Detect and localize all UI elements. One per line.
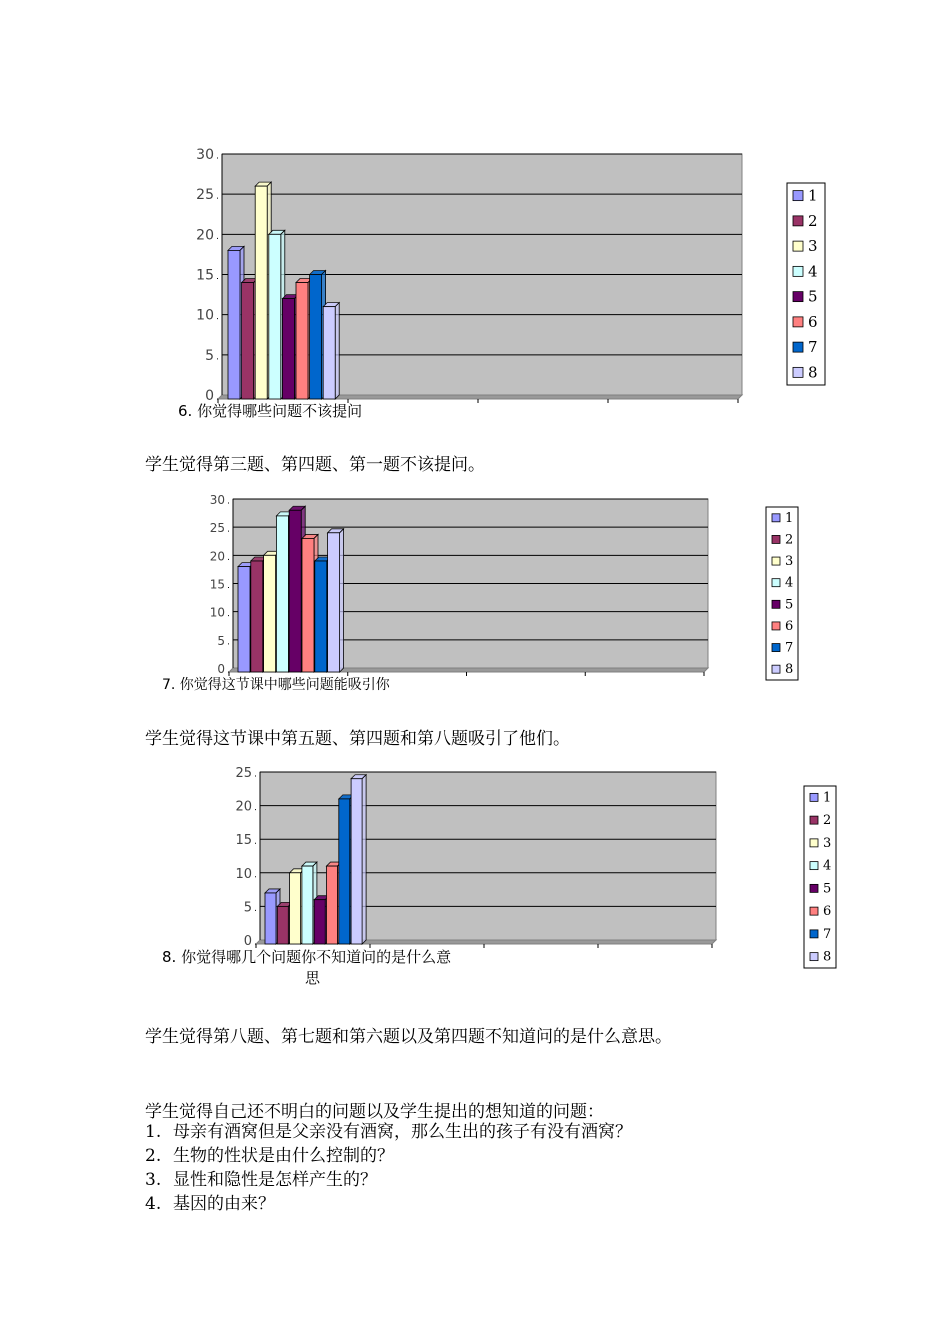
legend-label-6: 6 [823,904,832,920]
legend-label-2: 2 [785,532,794,548]
y-tick-label: 15 [209,577,225,592]
legend-label-7: 7 [785,640,794,656]
legend-label-1: 1 [808,186,818,205]
legend-swatch-4 [793,266,803,276]
question-list [145,1120,632,1216]
list-text: 母亲有酒窝但是父亲没有酒窝，那么生出的孩子有没有酒窝？ [173,1122,632,1142]
legend-swatch-2 [793,216,803,226]
bar-8 [328,529,344,672]
legend-swatch-7 [793,342,803,352]
chart-6-svg [170,140,840,420]
y-tick-label: 30 [196,147,214,163]
list-number: 4. [145,1194,162,1214]
paragraph-4: 学生觉得自己还不明白的问题以及学生提出的想知道的问题： [145,1102,604,1122]
legend-label-4: 4 [808,262,818,281]
chart-6-caption: 6. 你觉得哪些问题不该提问 [178,402,363,420]
chart-8-caption-line2: 思 [305,969,321,987]
y-tick-label: 20 [209,549,225,564]
legend-swatch-3 [793,241,803,251]
paragraph-1: 学生觉得第三题、第四题、第一题不该提问。 [145,455,485,475]
list-item [145,1168,632,1192]
list-item [145,1120,632,1144]
legend-swatch-7 [772,644,780,652]
y-tick-label: 5 [217,633,225,648]
legend-swatch-2 [810,816,818,824]
legend-swatch-6 [793,317,803,327]
legend-swatch-6 [810,907,818,915]
y-tick-label: 10 [235,866,252,882]
legend-label-3: 3 [808,237,818,256]
legend-label-8: 8 [808,363,818,382]
legend-swatch-1 [772,514,780,522]
legend [787,183,825,385]
legend-label-3: 3 [785,554,794,570]
legend-swatch-8 [772,665,780,673]
legend-label-2: 2 [823,813,832,829]
legend-swatch-6 [772,622,780,630]
y-tick-label: 25 [209,521,225,536]
y-tick-label: 25 [235,766,252,781]
legend-swatch-3 [772,557,780,565]
legend-label-7: 7 [808,338,818,357]
chart-7-caption: 7. 你觉得这节课中哪些问题能吸引你 [162,677,390,693]
legend-swatch-2 [772,535,780,543]
legend-swatch-8 [793,367,803,377]
legend-label-5: 5 [808,287,818,306]
legend-label-7: 7 [823,926,832,942]
legend-label-5: 5 [785,597,794,613]
y-tick-label: 5 [243,900,252,916]
legend-swatch-4 [810,862,818,870]
y-tick-label: 0 [243,934,252,949]
y-tick-label: 25 [196,187,214,204]
paragraph-3: 学生觉得第八题、第七题和第六题以及第四题不知道问的是什么意思。 [145,1027,672,1047]
list-number: 3. [145,1170,162,1190]
list-text: 基因的由来？ [173,1194,275,1214]
list-item [145,1144,632,1168]
legend-swatch-5 [772,600,780,608]
legend-label-8: 8 [823,949,832,965]
y-tick-label: 15 [235,833,252,849]
legend-label-5: 5 [823,881,832,897]
y-tick-label: 15 [196,267,214,284]
list-text: 生物的性状是由什么控制的？ [173,1146,394,1166]
legend-swatch-4 [772,579,780,587]
legend-label-1: 1 [823,790,832,806]
legend-label-6: 6 [785,618,794,634]
legend-label-4: 4 [785,575,794,591]
legend-swatch-8 [810,953,818,961]
legend-label-6: 6 [808,312,818,331]
list-number: 1. [145,1122,162,1142]
legend-swatch-5 [793,292,803,302]
legend-label-8: 8 [785,662,794,678]
chart-8-svg [225,760,845,965]
y-tick-label: 20 [235,799,252,815]
list-text: 显性和隐性是怎样产生的？ [173,1170,377,1190]
y-tick-label: 10 [209,605,225,620]
legend-label-3: 3 [823,835,832,851]
list-number: 2. [145,1146,162,1166]
chart-8-caption-line1: 8. 你觉得哪几个问题你不知道问的是什么意 [162,948,452,966]
y-tick-label: 20 [196,227,214,244]
y-tick-label: 5 [205,347,214,364]
y-tick-label: 0 [217,662,225,676]
legend-label-1: 1 [785,510,794,526]
legend-label-2: 2 [808,211,818,230]
legend-swatch-1 [810,793,818,801]
legend-label-4: 4 [823,858,832,874]
legend-swatch-7 [810,930,818,938]
y-tick-label: 10 [196,307,214,324]
y-tick-label: 0 [205,388,214,404]
y-tick-label: 30 [209,493,225,507]
bar-8 [351,775,366,944]
list-item [145,1192,632,1216]
paragraph-2: 学生觉得这节课中第五题、第四题和第八题吸引了他们。 [145,729,570,749]
bar-8 [323,303,339,399]
legend-swatch-5 [810,884,818,892]
legend-swatch-3 [810,839,818,847]
chart-7-svg [195,490,815,690]
legend-swatch-1 [793,191,803,201]
